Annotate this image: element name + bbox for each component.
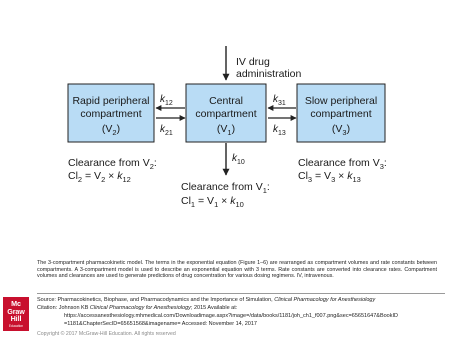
figure-caption: The 3-compartment pharmacokinetic model. The terms in the exponential equation (Figure 1–6) are rearranged as compartment volumes and rate constants between compartments. A 3-compartment model is used to describe an exponential equation with 3 terms. Rate constants are converted into clearance rates. Compartment volumes and clearances are used to generate predictions of drug concentration for various dosing regimens. IV, intravenous.: [37, 260, 437, 280]
svg-text:Cl2 = V2 × k12: $Cl_2 = V_2 \times k_{12}$: [68, 170, 131, 184]
k31-label: $k_{31}$: [273, 94, 286, 107]
k21-label: $k_{21}$: [160, 124, 173, 137]
svg-text:Cl1 = V1 × k10: $Cl_1 = V_1 \times k_{10}$: [181, 195, 244, 209]
source-line: Source: Pharmacokinetics, Biophase, and Pharmacodynamics and the Importance of Simulation, Clinical Pharmacology for Anesthesiology: [37, 297, 376, 303]
k10-label: $k_{10}$: [232, 153, 245, 166]
clearance-v2-block: [68, 157, 157, 184]
slow-peripheral-compartment: [297, 84, 385, 142]
svg-text:Slow peripheral: Slow peripheral: [304, 95, 378, 107]
svg-text:(V3): $(V_3)$: [331, 123, 351, 137]
iv-administration-label: administration: [236, 68, 302, 80]
svg-text:(V2): $(V_2)$: [101, 123, 121, 137]
clearance-v3-block: [298, 157, 387, 184]
k13-label: $k_{13}$: [273, 124, 286, 137]
svg-text:compartment: compartment: [310, 108, 372, 120]
svg-text:compartment: compartment: [80, 108, 142, 120]
svg-text:(V1): $(V_1)$: [216, 123, 236, 137]
svg-text:Rapid peripheral: Rapid peripheral: [72, 95, 150, 107]
k12-label: $k_{12}$: [160, 94, 173, 107]
central-compartment: [186, 84, 266, 142]
citation-url-line-1[interactable]: https://accessanesthesiology.mhmedical.com/Downloadimage.aspx?image=/data/books/1181/joh_ch1_f007.png&sec=65651647&BookID: [64, 313, 398, 319]
citation-url-line-2[interactable]: =1181&ChapterSecID=65651568&imagename= Accessed: November 14, 2017: [64, 321, 257, 327]
svg-text:Clearance from V1:: Clearance from $V_1$:: [181, 181, 270, 195]
svg-text:Central: Central: [209, 95, 243, 107]
clearance-v1-block: [181, 181, 270, 209]
svg-text:Clearance from V3:: Clearance from $V_3$:: [298, 157, 387, 171]
rapid-peripheral-compartment: [68, 84, 154, 142]
citation-line: Citation: Johnson KB Clinical Pharmacology for Anesthesiology; 2015 Available at:: [37, 305, 238, 311]
svg-text:compartment: compartment: [195, 108, 257, 120]
mcgraw-hill-education-logo: Mc Graw Hill Education: [3, 297, 29, 331]
svg-text:Clearance from V2:: Clearance from $V_2$:: [68, 157, 157, 171]
divider: [37, 293, 445, 294]
iv-drug-label: IV drug: [236, 56, 270, 68]
copyright-notice: Copyright © 2017 McGraw-Hill Education. All rights reserved: [37, 331, 176, 337]
svg-text:Cl3 = V3 × k13: $Cl_3 = V_3 \times k_{13}$: [298, 170, 361, 184]
